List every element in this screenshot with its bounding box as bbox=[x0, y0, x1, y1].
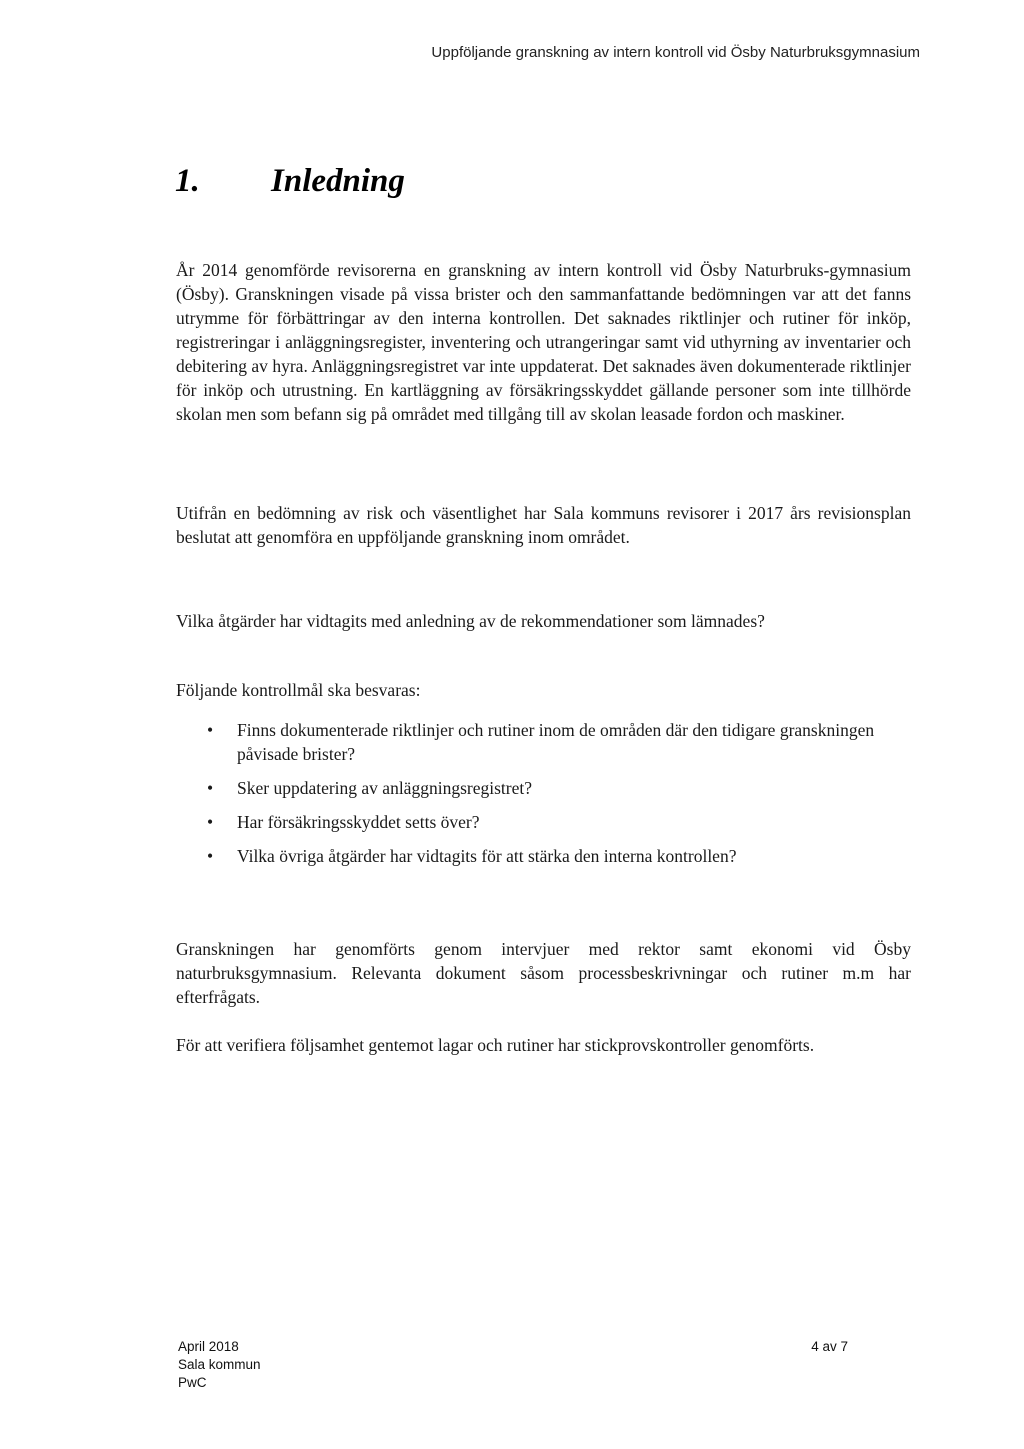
objective-text: Finns dokumenterade riktlinjer och rutiner inom de områden där den tidigare granskningen påvisade brister? bbox=[237, 720, 875, 764]
list-item bbox=[176, 776, 911, 800]
objectives-list bbox=[176, 718, 911, 878]
audit-question: Vilka åtgärder har vidtagits med anledning av de rekommendationer som lämnades? bbox=[176, 611, 765, 631]
list-item bbox=[176, 844, 911, 868]
verification-paragraph: För att verifiera följsamhet gentemot lagar och rutiner har stickprovskontroller genomförts. bbox=[176, 1035, 815, 1055]
intro-paragraph: År 2014 genomförde revisorerna en granskning av intern kontroll vid Ösby Naturbruks-gymnasium (Ösby). Granskningen visade på vissa brister och den sammanfattande bedömningen var att det fanns utrymme för förbättringar av den interna kontrollen. Det saknades riktlinjer och rutiner för inköp, registreringar i anläggningsregister, inventering och utrangeringar samt vid uthyrning av inventarier och debitering av hyra. Anläggningsregistret var inte uppdaterat. Det saknades även dokumenterade riktlinjer för inköp och utrustning. En kartläggning av försäkringsskyddet gällande personer som inte tillhörde skolan men som befann sig på området med tillgång till av skolan leasade fordon och maskiner. bbox=[176, 260, 911, 424]
bullet-icon: • bbox=[207, 778, 214, 798]
objectives-lead: Följande kontrollmål ska besvaras: bbox=[176, 680, 421, 700]
bullet-icon: • bbox=[207, 846, 214, 866]
page-number: 4 av 7 bbox=[811, 1339, 848, 1354]
bullet-icon: • bbox=[207, 812, 214, 832]
list-item bbox=[176, 718, 911, 766]
footer-firm: PwC bbox=[178, 1375, 207, 1390]
page-footer bbox=[178, 1338, 848, 1392]
list-item bbox=[176, 810, 911, 834]
revision-plan-paragraph: Utifrån en bedömning av risk och väsentlighet har Sala kommuns revisorer i 2017 års revisionsplan beslutat att genomföra en uppföljande granskning inom området. bbox=[176, 503, 911, 547]
footer-date: April 2018 bbox=[178, 1339, 239, 1354]
objective-text: Har försäkringsskyddet setts över? bbox=[237, 812, 480, 832]
objective-text: Sker uppdatering av anläggningsregistret? bbox=[237, 778, 532, 798]
running-header: Uppföljande granskning av intern kontroll vid Ösby Naturbruksgymnasium bbox=[431, 44, 920, 61]
objective-text: Vilka övriga åtgärder har vidtagits för att stärka den interna kontrollen? bbox=[237, 846, 737, 866]
section-number: 1. bbox=[175, 163, 200, 199]
section-title: Inledning bbox=[271, 163, 405, 199]
section-heading bbox=[175, 163, 405, 200]
footer-organization: Sala kommun bbox=[178, 1357, 261, 1372]
method-paragraph: Granskningen har genomförts genom intervjuer med rektor samt ekonomi vid Ösby naturbruksgymnasium. Relevanta dokument såsom processbeskrivningar och rutiner m.m har efterfrågats. bbox=[176, 939, 911, 1007]
bullet-icon: • bbox=[207, 720, 214, 740]
